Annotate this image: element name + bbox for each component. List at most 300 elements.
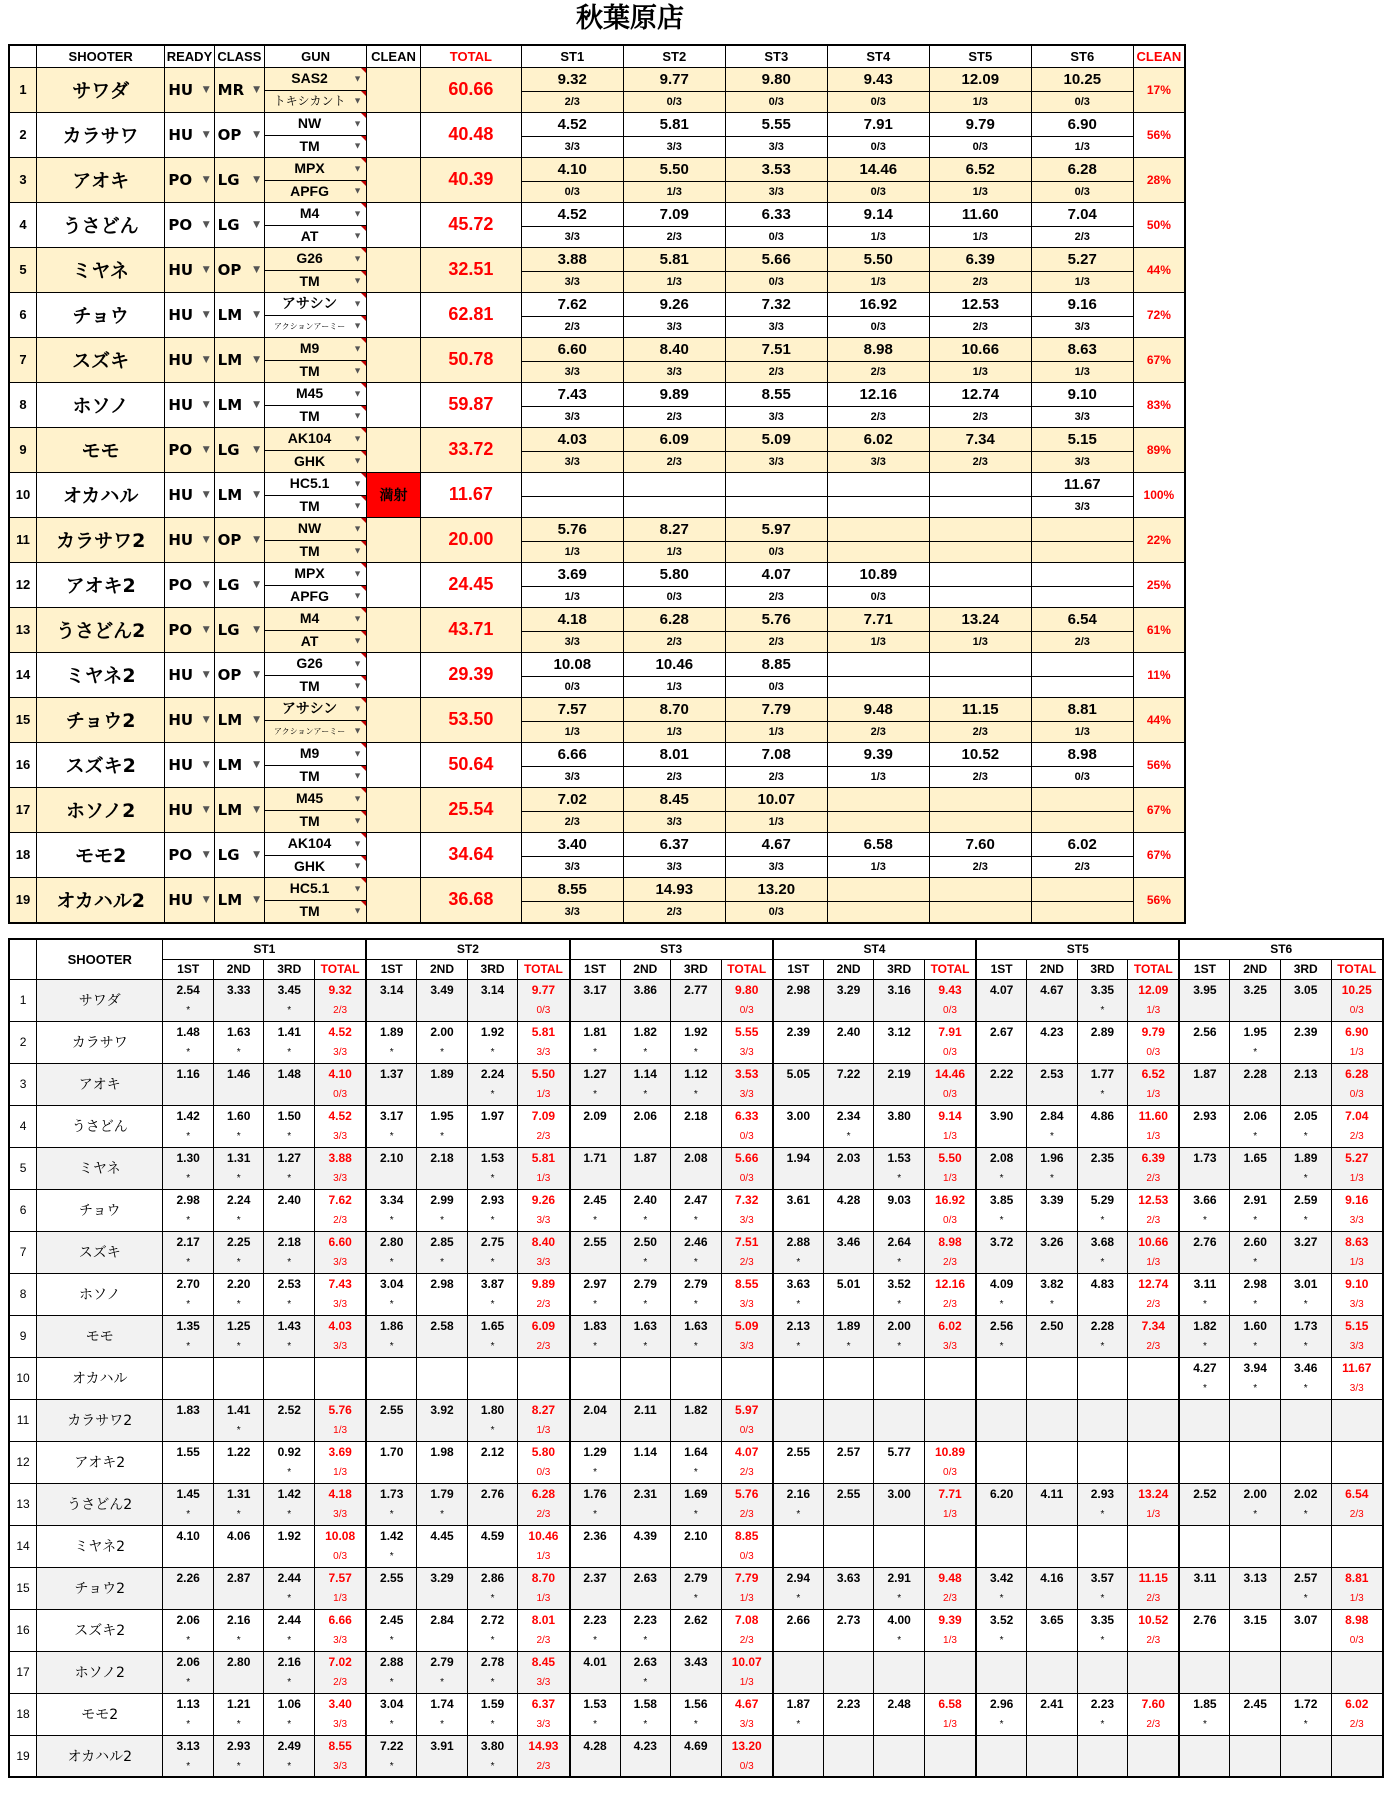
dropdown-arrow-icon[interactable]: ▼ (253, 399, 261, 410)
gun-model-select[interactable] (265, 68, 366, 90)
stage-total-hits: 1/3 (315, 1420, 367, 1441)
dropdown-arrow-icon[interactable]: ▼ (353, 95, 363, 106)
dropdown-arrow-icon[interactable]: ▼ (202, 354, 210, 365)
stage-pair (930, 743, 1031, 787)
gun-model-select[interactable] (265, 383, 366, 405)
dropdown-arrow-icon[interactable]: ▼ (253, 894, 261, 905)
dropdown-arrow-icon[interactable]: ▼ (353, 815, 363, 826)
class-select[interactable] (214, 337, 264, 382)
shot-hit-mark (213, 1378, 264, 1399)
stage-cell (1031, 247, 1133, 292)
shot-hit-mark (264, 1546, 315, 1567)
gun-model-select[interactable] (265, 698, 366, 720)
shot-hit-mark (1280, 1546, 1331, 1567)
shot-time: 2.76 (1179, 1609, 1230, 1630)
class-select[interactable] (214, 157, 264, 202)
stage-pair (930, 563, 1031, 607)
stage-time: 5.50 (659, 160, 689, 178)
class-select[interactable] (214, 832, 264, 877)
ready-select[interactable] (165, 562, 214, 607)
dropdown-arrow-icon[interactable]: ▼ (202, 624, 210, 635)
dropdown-arrow-icon[interactable]: ▼ (353, 298, 363, 308)
dropdown-arrow-icon[interactable]: ▼ (353, 73, 363, 83)
dropdown-arrow-icon[interactable]: ▼ (353, 838, 363, 848)
gun-model-select[interactable] (265, 743, 366, 765)
stage-pair (828, 113, 929, 157)
dropdown-arrow-icon[interactable]: ▼ (202, 444, 210, 455)
dropdown-arrow-icon[interactable]: ▼ (353, 500, 363, 511)
shot-time: 2.08 (671, 1147, 722, 1168)
shot-hit-mark: * (163, 1336, 214, 1357)
shot-hit-mark: * (976, 1588, 1027, 1609)
gun-model-select[interactable] (265, 113, 366, 135)
gun-maker-select[interactable] (265, 900, 366, 922)
stage-time: 8.70 (659, 700, 689, 718)
dropdown-arrow-icon[interactable]: ▼ (353, 455, 363, 466)
shot-time: 1.76 (570, 1483, 621, 1504)
class-select[interactable] (214, 427, 264, 472)
shot-time: 2.05 (1280, 1105, 1331, 1126)
row-number: 8 (9, 1273, 37, 1315)
dropdown-arrow-icon[interactable]: ▼ (353, 118, 363, 128)
dropdown-arrow-icon[interactable]: ▼ (202, 534, 210, 545)
dropdown-arrow-icon[interactable]: ▼ (353, 208, 363, 218)
dropdown-arrow-icon[interactable]: ▼ (253, 354, 261, 365)
stage-total-time: 10.08 (315, 1525, 367, 1546)
shot-time: 4.45 (417, 1525, 468, 1546)
dropdown-arrow-icon[interactable]: ▼ (353, 703, 363, 713)
gun-maker-select[interactable] (265, 810, 366, 832)
ready-select[interactable] (165, 157, 214, 202)
summary-row (9, 742, 1185, 787)
gun-maker-select[interactable] (265, 495, 366, 517)
stage-time: 12.09 (961, 70, 1000, 88)
ready-select[interactable] (165, 742, 214, 787)
ready-select[interactable] (165, 202, 214, 247)
stage-hits: 1/3 (624, 676, 725, 697)
shot-hit-mark: * (264, 1126, 315, 1147)
stage-pair (624, 563, 725, 607)
dropdown-arrow-icon[interactable]: ▼ (253, 714, 261, 725)
dropdown-arrow-icon[interactable]: ▼ (253, 489, 261, 500)
shot-time (1027, 1525, 1078, 1546)
gun-maker-select[interactable] (265, 720, 366, 742)
stage-total-hits: 3/3 (518, 1714, 570, 1735)
class-select[interactable] (214, 562, 264, 607)
stage-header: ST1 (163, 939, 366, 959)
dropdown-arrow-icon[interactable]: ▼ (353, 613, 363, 623)
class-select[interactable] (214, 202, 264, 247)
ready-select[interactable] (165, 292, 214, 337)
stage-pair (828, 698, 929, 742)
stage-time: 6.90 (1067, 115, 1097, 133)
dropdown-arrow-icon[interactable]: ▼ (353, 275, 363, 286)
dropdown-arrow-icon[interactable]: ▼ (202, 714, 210, 725)
shot-time: 3.63 (773, 1273, 824, 1294)
shot-hit-mark: * (467, 1168, 518, 1189)
row-number: 10 (9, 472, 37, 517)
shot-time: 2.47 (671, 1189, 722, 1210)
dropdown-arrow-icon[interactable]: ▼ (353, 883, 363, 893)
dropdown-arrow-icon[interactable]: ▼ (202, 264, 210, 275)
shot-hit-mark: * (366, 1042, 417, 1063)
stage-total-hits: 0/3 (721, 1420, 773, 1441)
stage-pair (1032, 113, 1133, 157)
dropdown-arrow-icon[interactable]: ▼ (353, 388, 363, 398)
stage-hits: 3/3 (726, 406, 827, 427)
gun-maker-select[interactable] (265, 360, 366, 382)
stage-total-time: 4.52 (315, 1105, 367, 1126)
gun-model-select[interactable] (265, 563, 366, 585)
gun-maker-select[interactable] (265, 225, 366, 247)
dropdown-arrow-icon[interactable]: ▼ (353, 748, 363, 758)
shot-hit-mark (773, 1000, 824, 1021)
stage-hits: 3/3 (726, 136, 827, 157)
shot-hit-mark: * (976, 1294, 1027, 1315)
detail-row (9, 1609, 1383, 1630)
stage-cell (521, 652, 623, 697)
ready-select[interactable] (165, 472, 214, 517)
dropdown-arrow-icon[interactable]: ▼ (202, 849, 210, 860)
total-time: 43.71 (420, 607, 521, 652)
gun-pair (265, 698, 366, 742)
shot-time: 2.48 (874, 1693, 925, 1714)
stage-hits: 1/3 (522, 721, 623, 742)
stage-pair (522, 113, 623, 157)
dropdown-arrow-icon[interactable]: ▼ (353, 433, 363, 443)
shot-time: 1.73 (1280, 1315, 1331, 1336)
row-number: 7 (9, 337, 37, 382)
gun-pair (265, 68, 366, 112)
dropdown-arrow-icon[interactable]: ▼ (253, 759, 261, 770)
ready-select[interactable] (165, 877, 214, 923)
dropdown-arrow-icon[interactable]: ▼ (353, 140, 363, 151)
dropdown-arrow-icon[interactable]: ▼ (253, 219, 261, 230)
dropdown-arrow-icon[interactable]: ▼ (353, 478, 363, 488)
shot-hit-mark: * (163, 1252, 214, 1273)
ready-select[interactable] (165, 697, 214, 742)
dropdown-arrow-icon[interactable]: ▼ (353, 545, 363, 556)
dropdown-arrow-icon[interactable]: ▼ (202, 759, 210, 770)
ready-select[interactable] (165, 652, 214, 697)
gun-maker-select[interactable] (265, 540, 366, 562)
gun-model-select[interactable] (265, 653, 366, 675)
stage-time (624, 473, 725, 496)
dropdown-arrow-icon[interactable]: ▼ (253, 84, 261, 95)
stage-time: 6.09 (659, 430, 689, 448)
dropdown-arrow-icon[interactable]: ▼ (353, 163, 363, 173)
gun-model-select[interactable] (265, 203, 366, 225)
dropdown-arrow-icon[interactable]: ▼ (202, 579, 210, 590)
class-select[interactable] (214, 652, 264, 697)
shot-hit-mark: * (1230, 1126, 1281, 1147)
ready-select[interactable] (165, 247, 214, 292)
total-time: 40.48 (420, 112, 521, 157)
dropdown-arrow-icon[interactable]: ▼ (253, 174, 261, 185)
shot-time: 1.29 (570, 1441, 621, 1462)
dropdown-arrow-icon[interactable]: ▼ (353, 253, 363, 263)
ready-select[interactable] (165, 112, 214, 157)
shot-hit-mark (620, 1126, 671, 1147)
stage-time: 7.04 (1067, 205, 1097, 223)
class-select[interactable] (214, 292, 264, 337)
gun-label: NW (297, 114, 322, 131)
dropdown-arrow-icon[interactable]: ▼ (353, 590, 363, 601)
detail-hits-row (9, 1042, 1383, 1063)
gun-maker-select[interactable] (265, 180, 366, 202)
stage-total-time: 9.39 (924, 1609, 976, 1630)
shot-time: 2.98 (1230, 1273, 1281, 1294)
class-select[interactable] (214, 607, 264, 652)
dropdown-arrow-icon[interactable]: ▼ (253, 804, 261, 815)
shot-hit-mark (366, 1420, 417, 1441)
stage-header-row (9, 939, 1383, 959)
dropdown-arrow-icon[interactable]: ▼ (353, 230, 363, 241)
shot-time: 4.01 (570, 1651, 621, 1672)
dropdown-arrow-icon[interactable]: ▼ (353, 725, 363, 736)
shot-hit-mark: * (467, 1042, 518, 1063)
dropdown-arrow-icon[interactable]: ▼ (202, 174, 210, 185)
gun-label: GHK (294, 857, 326, 874)
stage-total-hits (924, 1378, 976, 1399)
gun-maker-select[interactable] (265, 405, 366, 427)
shot-hit-mark: * (417, 1042, 468, 1063)
shot-time: 2.00 (1230, 1483, 1281, 1504)
stage-pair (624, 203, 725, 247)
class-select[interactable] (214, 112, 264, 157)
stage-cell (623, 382, 725, 427)
stage-hits (930, 586, 1031, 607)
dropdown-arrow-icon[interactable]: ▼ (253, 309, 261, 320)
dropdown-arrow-icon[interactable]: ▼ (253, 444, 261, 455)
stage-total-time: 5.80 (518, 1441, 570, 1462)
stage-pair (828, 203, 929, 247)
shot-time: 5.01 (823, 1273, 874, 1294)
gun-model-select[interactable] (265, 878, 366, 900)
dropdown-arrow-icon[interactable]: ▼ (353, 568, 363, 578)
dropdown-arrow-icon[interactable]: ▼ (253, 849, 261, 860)
ready-select[interactable] (165, 382, 214, 427)
shot-hit-mark (1179, 1630, 1230, 1651)
shot-hit-mark: * (163, 1126, 214, 1147)
dropdown-arrow-icon[interactable]: ▼ (202, 669, 210, 680)
shot-hit-mark (1179, 1084, 1230, 1105)
gun-maker-select[interactable] (265, 765, 366, 787)
stage-pair (1032, 383, 1133, 427)
shot-time (1230, 1735, 1281, 1756)
shot-time: 1.48 (163, 1021, 214, 1042)
stage-time: 5.80 (659, 565, 689, 583)
shooter-name: スズキ2 (37, 742, 165, 787)
dropdown-arrow-icon[interactable]: ▼ (353, 343, 363, 353)
ready-select[interactable] (165, 607, 214, 652)
dropdown-arrow-icon[interactable]: ▼ (202, 399, 210, 410)
stage-total-time: 11.60 (1128, 1105, 1180, 1126)
stage-total-hits: 0/3 (1331, 1000, 1383, 1021)
shot-time: 2.08 (976, 1147, 1027, 1168)
shot-time: 3.17 (366, 1105, 417, 1126)
gun-model-select[interactable] (265, 428, 366, 450)
shot-time: 4.27 (1179, 1357, 1230, 1378)
gun-model-select[interactable] (265, 833, 366, 855)
dropdown-arrow-icon[interactable]: ▼ (353, 905, 363, 916)
shot-hit-mark: * (366, 1546, 417, 1567)
gun-model-select[interactable] (265, 473, 366, 495)
dropdown-arrow-icon[interactable]: ▼ (353, 185, 363, 196)
class-select[interactable] (214, 472, 264, 517)
shot-time: 5.29 (1077, 1189, 1128, 1210)
dropdown-arrow-icon[interactable]: ▼ (353, 635, 363, 646)
dropdown-arrow-icon[interactable]: ▼ (353, 793, 363, 803)
clean-percent: 22% (1133, 517, 1185, 562)
dropdown-arrow-icon[interactable]: ▼ (253, 264, 261, 275)
stage-total-time: 9.89 (518, 1273, 570, 1294)
shot-time: 2.40 (823, 1021, 874, 1042)
ready-select[interactable] (165, 517, 214, 562)
gun-model-select[interactable] (265, 158, 366, 180)
shot-time: 3.04 (366, 1273, 417, 1294)
shot-time (1077, 1735, 1128, 1756)
gun-model-select[interactable] (265, 788, 366, 810)
dropdown-arrow-icon[interactable]: ▼ (202, 309, 210, 320)
shot-time (213, 1357, 264, 1378)
ready-header: READY (165, 45, 214, 67)
stage-total-hits: 0/3 (924, 1000, 976, 1021)
gun-maker-select[interactable] (265, 315, 366, 337)
class-select[interactable] (214, 382, 264, 427)
dropdown-arrow-icon[interactable]: ▼ (202, 894, 210, 905)
gun-model-select[interactable] (265, 293, 366, 315)
dropdown-arrow-icon[interactable]: ▼ (253, 579, 261, 590)
stage-total-time: 7.04 (1331, 1105, 1383, 1126)
gun-model-select[interactable] (265, 248, 366, 270)
gun-maker-select[interactable] (265, 135, 366, 157)
gun-maker-select[interactable] (265, 270, 366, 292)
gun-model-select[interactable] (265, 608, 366, 630)
shot-hit-mark (1280, 1084, 1331, 1105)
row-number: 19 (9, 1735, 37, 1777)
shot-hit-mark: * (823, 1336, 874, 1357)
stage-cell (929, 652, 1031, 697)
total-time: 11.67 (420, 472, 521, 517)
shot-time: 3.33 (213, 979, 264, 1000)
dropdown-arrow-icon[interactable]: ▼ (202, 804, 210, 815)
gun-label: M45 (295, 384, 324, 401)
shot-time: 4.07 (976, 979, 1027, 1000)
dropdown-arrow-icon[interactable]: ▼ (253, 624, 261, 635)
stage-total-time: 7.60 (1128, 1693, 1180, 1714)
ready-select[interactable] (165, 427, 214, 472)
stage-hits: 2/3 (624, 406, 725, 427)
shot-hit-mark (366, 1462, 417, 1483)
ready-select[interactable] (165, 832, 214, 877)
shot-time: 2.98 (417, 1273, 468, 1294)
class-select[interactable] (214, 697, 264, 742)
gun-maker-select[interactable] (265, 630, 366, 652)
dropdown-arrow-icon[interactable]: ▼ (202, 129, 210, 140)
dropdown-arrow-icon[interactable]: ▼ (353, 523, 363, 533)
dropdown-arrow-icon[interactable]: ▼ (202, 84, 210, 95)
shooter-name: カラサワ (37, 1021, 163, 1063)
dropdown-arrow-icon[interactable]: ▼ (253, 669, 261, 680)
ready-select[interactable] (165, 67, 214, 112)
dropdown-arrow-icon[interactable]: ▼ (353, 320, 363, 331)
shot-time: 2.73 (823, 1609, 874, 1630)
shot-time: 2.60 (1230, 1231, 1281, 1252)
summary-row (9, 832, 1185, 877)
gun-maker-select[interactable] (265, 585, 366, 607)
clean-flag (367, 787, 421, 832)
ready-select[interactable] (165, 787, 214, 832)
shot-hit-mark: * (366, 1210, 417, 1231)
dropdown-arrow-icon[interactable]: ▼ (202, 219, 210, 230)
dropdown-arrow-icon[interactable]: ▼ (353, 365, 363, 376)
stage-cell (827, 787, 929, 832)
gun-label: TM (299, 542, 320, 559)
class-select[interactable] (214, 517, 264, 562)
stage-total-time: 6.39 (1128, 1147, 1180, 1168)
class-select[interactable] (214, 247, 264, 292)
shot-hit-mark (366, 1084, 417, 1105)
stage-cell (827, 157, 929, 202)
shot-time: 3.85 (976, 1189, 1027, 1210)
summary-row (9, 112, 1185, 157)
stage-cell (1031, 67, 1133, 112)
gun-maker-select[interactable] (265, 675, 366, 697)
shot-time: 1.41 (264, 1021, 315, 1042)
gun-maker-select[interactable] (265, 855, 366, 877)
gun-model-select[interactable] (265, 338, 366, 360)
shooter-name: スズキ (37, 1231, 163, 1273)
dropdown-arrow-icon[interactable]: ▼ (353, 860, 363, 871)
class-select[interactable] (214, 742, 264, 787)
gun-pair (265, 248, 366, 292)
dropdown-arrow-icon[interactable]: ▼ (253, 534, 261, 545)
shot-hit-mark: * (417, 1126, 468, 1147)
shot-hit-mark: * (264, 1462, 315, 1483)
shot-time: 2.84 (417, 1609, 468, 1630)
stage-hits (930, 541, 1031, 562)
class-value: LG (217, 620, 240, 639)
dropdown-arrow-icon[interactable]: ▼ (253, 129, 261, 140)
stage-time: 9.80 (761, 70, 791, 88)
dropdown-arrow-icon[interactable]: ▼ (202, 489, 210, 500)
dropdown-arrow-icon[interactable]: ▼ (353, 770, 363, 781)
class-select[interactable] (214, 877, 264, 923)
gun-maker-select[interactable] (265, 90, 366, 112)
shot-time: 3.00 (773, 1105, 824, 1126)
stage-total-time: 6.33 (721, 1105, 773, 1126)
shot-hit-mark: * (417, 1504, 468, 1525)
class-select[interactable] (214, 67, 264, 112)
stage-total-time (721, 1357, 773, 1378)
stage-pair (624, 248, 725, 292)
gun-pair (265, 293, 366, 337)
class-select[interactable] (214, 787, 264, 832)
ready-select[interactable] (165, 337, 214, 382)
stage-total-hits (924, 1420, 976, 1441)
shot-hit-mark (823, 1588, 874, 1609)
dropdown-arrow-icon[interactable]: ▼ (353, 658, 363, 668)
shot-time: 2.87 (213, 1567, 264, 1588)
stage-time: 7.62 (557, 295, 587, 313)
detail-row (9, 979, 1383, 1000)
dropdown-arrow-icon[interactable]: ▼ (353, 680, 363, 691)
class-value: LM (217, 755, 243, 774)
gun-model-select[interactable] (265, 518, 366, 540)
dropdown-arrow-icon[interactable]: ▼ (353, 410, 363, 421)
gun-maker-select[interactable] (265, 450, 366, 472)
